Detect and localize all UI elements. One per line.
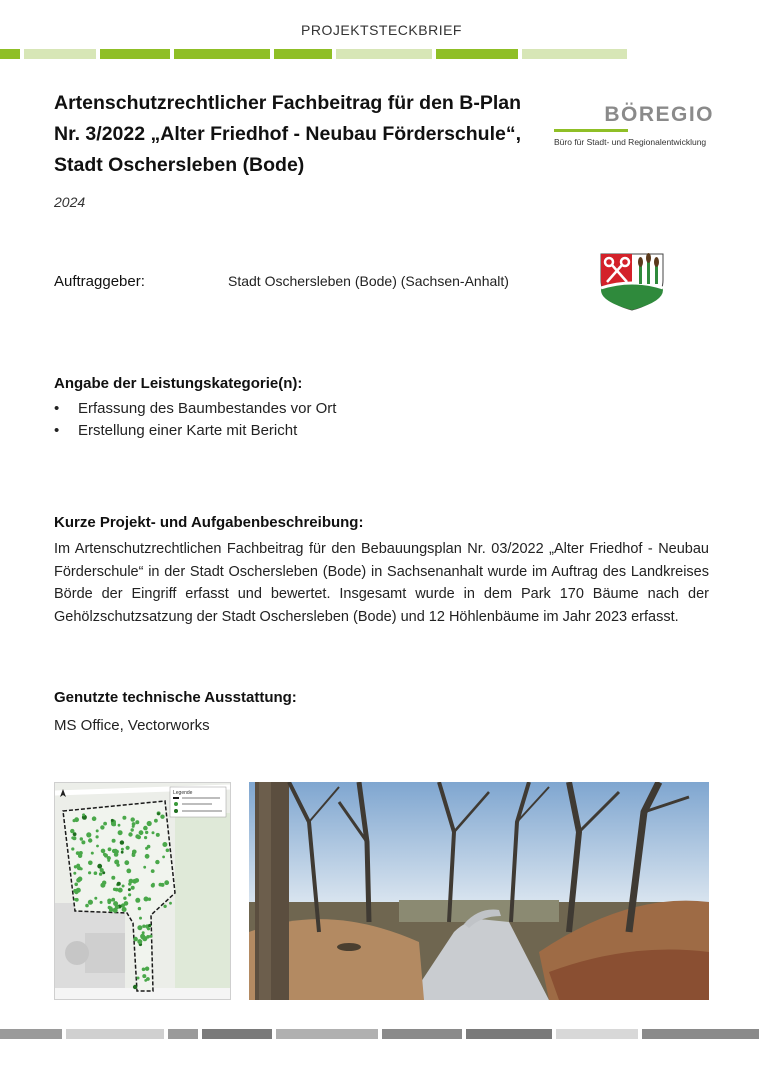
tree-marker bbox=[144, 897, 149, 902]
tree-marker bbox=[132, 825, 135, 828]
project-title-line: Stadt Oschersleben (Bode) bbox=[54, 154, 305, 176]
color-bar-segment bbox=[382, 1029, 462, 1039]
tree-marker bbox=[100, 825, 104, 829]
tree-marker bbox=[111, 876, 115, 880]
tree-marker bbox=[81, 840, 85, 844]
tree-marker bbox=[137, 939, 142, 944]
tree-marker bbox=[128, 893, 131, 896]
color-bar-segment bbox=[436, 49, 518, 59]
logo-accent-line bbox=[554, 129, 628, 132]
tree-marker bbox=[133, 937, 138, 942]
tree-marker bbox=[162, 856, 165, 859]
tree-marker bbox=[131, 817, 135, 821]
color-bar-segment bbox=[100, 49, 170, 59]
bullet-icon: • bbox=[54, 400, 60, 417]
tree-marker bbox=[137, 977, 140, 980]
tree-marker bbox=[131, 828, 134, 831]
tree-marker bbox=[157, 812, 160, 815]
tree-marker bbox=[163, 905, 166, 908]
tree-marker bbox=[92, 816, 97, 821]
tree-marker bbox=[121, 848, 124, 851]
top-color-bars bbox=[0, 49, 763, 59]
tree-marker bbox=[136, 820, 139, 823]
tree-marker bbox=[131, 886, 135, 890]
tree-marker bbox=[132, 879, 137, 884]
description-heading: Kurze Projekt- und Aufgabenbeschreibung: bbox=[54, 514, 364, 531]
tree-marker bbox=[73, 872, 76, 875]
color-bar-segment bbox=[174, 49, 270, 59]
coat-of-arms-image bbox=[597, 250, 667, 312]
tree-marker bbox=[102, 881, 106, 885]
tree-marker bbox=[117, 882, 121, 886]
tree-marker bbox=[155, 860, 159, 864]
categories-heading: Angabe der Leistungskategorie(n): bbox=[54, 375, 303, 392]
tree-marker bbox=[139, 830, 144, 835]
tree-marker bbox=[80, 837, 83, 840]
tree-marker bbox=[88, 900, 93, 905]
park-photo-image bbox=[249, 782, 709, 1000]
tree-marker bbox=[152, 831, 155, 834]
tree-marker bbox=[123, 897, 126, 900]
tree-marker bbox=[139, 917, 142, 920]
color-bar-segment bbox=[202, 1029, 272, 1039]
tree-marker bbox=[144, 979, 147, 982]
tree-marker bbox=[142, 925, 145, 928]
tree-marker bbox=[91, 852, 94, 855]
tree-marker bbox=[88, 838, 92, 842]
color-bar-segment bbox=[336, 49, 432, 59]
tree-marker bbox=[122, 907, 127, 912]
site-map-image bbox=[54, 782, 231, 1000]
tree-marker bbox=[154, 819, 158, 823]
color-bar-segment bbox=[466, 1029, 552, 1039]
tree-marker bbox=[100, 868, 104, 872]
tree-marker bbox=[114, 860, 119, 865]
client-label: Auftraggeber: bbox=[54, 273, 145, 290]
tree-marker bbox=[96, 829, 99, 832]
list-item-text: Erstellung einer Karte mit Bericht bbox=[78, 422, 298, 439]
tree-marker bbox=[160, 815, 164, 819]
tree-marker bbox=[118, 888, 123, 893]
color-bar-segment bbox=[556, 1029, 638, 1039]
tree-marker bbox=[88, 871, 91, 874]
tree-marker bbox=[143, 866, 146, 869]
tree-marker bbox=[74, 817, 79, 822]
tree-marker bbox=[115, 905, 119, 909]
technical-text: MS Office, Vectorworks bbox=[54, 717, 210, 734]
tree-marker bbox=[99, 872, 102, 875]
tree-marker bbox=[162, 842, 167, 847]
document-type-label: PROJEKTSTECKBRIEF bbox=[301, 22, 462, 38]
tree-marker bbox=[128, 832, 132, 836]
tree-marker bbox=[104, 853, 108, 857]
tree-marker bbox=[94, 871, 98, 875]
tree-marker bbox=[74, 883, 78, 887]
list-item bbox=[54, 420, 336, 442]
company-logo bbox=[554, 104, 714, 147]
tree-marker bbox=[128, 888, 131, 891]
project-year: 2024 bbox=[54, 194, 86, 210]
tree-marker bbox=[142, 968, 146, 972]
logo-subtitle: Büro für Stadt- und Regionalentwicklung bbox=[554, 137, 707, 147]
color-bar-segment bbox=[274, 49, 332, 59]
color-bar-segment bbox=[0, 1029, 62, 1039]
color-bar-segment bbox=[276, 1029, 378, 1039]
tree-marker bbox=[147, 821, 152, 826]
client-value: Stadt Oschersleben (Bode) (Sachsen-Anhalt) bbox=[228, 273, 509, 289]
tree-marker bbox=[120, 840, 124, 844]
tree-marker bbox=[70, 829, 74, 833]
categories-list bbox=[54, 398, 336, 442]
tree-marker bbox=[124, 901, 129, 906]
tree-marker bbox=[115, 888, 119, 892]
tree-marker bbox=[73, 889, 77, 893]
tree-marker bbox=[86, 832, 91, 837]
tree-marker bbox=[137, 925, 142, 930]
list-item bbox=[54, 398, 336, 420]
tree-marker bbox=[121, 851, 124, 854]
tree-marker bbox=[142, 974, 146, 978]
tree-marker bbox=[122, 885, 125, 888]
tree-marker bbox=[156, 833, 160, 837]
tree-marker bbox=[164, 880, 169, 885]
tree-marker bbox=[74, 898, 77, 901]
map-legend-title: Legende bbox=[173, 790, 193, 796]
tree-marker bbox=[151, 869, 155, 873]
logo-wordmark: BÖREGIO bbox=[604, 103, 714, 126]
tree-marker bbox=[169, 902, 172, 905]
tree-marker bbox=[118, 824, 121, 827]
tree-marker bbox=[78, 877, 83, 882]
tree-marker bbox=[108, 906, 112, 910]
project-title-line: Artenschutzrechtlicher Fachbeitrag für den B-Plan bbox=[54, 92, 522, 114]
description-text: Im Artenschutzrechtlichen Fachbeitrag für den Bebauungsplan Nr. 03/2022 „Alter Friedhof - Neubau Förderschule“ in der Stadt Oschersleben (Bode) in Sachsenanhalt wurde im Auftrag des Landkreises Börde der Eingriff erfasst und bewertet. Insgesamt wurde in dem Park 170 Bäume nach der Gehölzschutzsatzung der Stadt Oschersleben (Bode) und 12 Höhlenbäume im Jahr 2023 erfasst. bbox=[54, 541, 709, 625]
color-bar-segment bbox=[168, 1029, 198, 1039]
tree-marker bbox=[118, 830, 123, 835]
tree-marker bbox=[101, 849, 106, 854]
tree-marker bbox=[96, 835, 99, 838]
list-item-text: Erfassung des Baumbestandes vor Ort bbox=[78, 400, 337, 417]
project-title-line: Nr. 3/2022 „Alter Friedhof - Neubau Förderschule“, bbox=[54, 123, 522, 145]
tree-marker bbox=[88, 861, 93, 866]
bottom-color-bars bbox=[0, 1029, 763, 1039]
tree-marker bbox=[100, 901, 103, 904]
tree-marker bbox=[146, 935, 150, 939]
tree-marker bbox=[144, 836, 147, 839]
tree-marker bbox=[111, 819, 114, 822]
tree-marker bbox=[85, 904, 89, 908]
tree-marker bbox=[166, 849, 170, 853]
tree-marker bbox=[112, 839, 116, 843]
tree-marker bbox=[145, 854, 150, 859]
tree-marker bbox=[79, 851, 83, 855]
tree-marker bbox=[132, 850, 137, 855]
tree-marker bbox=[96, 845, 99, 848]
tree-marker bbox=[82, 813, 85, 816]
tree-marker bbox=[126, 869, 131, 874]
technical-heading: Genutzte technische Ausstattung: bbox=[54, 689, 297, 706]
tree-marker bbox=[108, 847, 112, 851]
color-bar-segment bbox=[24, 49, 96, 59]
color-bar-segment bbox=[0, 49, 20, 59]
tree-marker bbox=[145, 967, 149, 971]
tree-marker bbox=[111, 898, 115, 902]
tree-marker bbox=[143, 826, 148, 831]
tree-marker bbox=[94, 897, 97, 900]
tree-marker bbox=[114, 852, 119, 857]
tree-marker bbox=[112, 908, 115, 911]
project-title bbox=[54, 88, 544, 181]
tree-marker bbox=[135, 898, 140, 903]
tree-marker bbox=[74, 865, 77, 868]
tree-marker bbox=[159, 883, 163, 887]
bullet-icon: • bbox=[54, 422, 60, 439]
tree-marker bbox=[124, 860, 129, 865]
tree-marker bbox=[138, 907, 141, 910]
tree-marker bbox=[111, 821, 116, 826]
color-bar-segment bbox=[66, 1029, 164, 1039]
tree-marker bbox=[71, 847, 74, 850]
tree-marker bbox=[122, 816, 126, 820]
tree-marker bbox=[145, 831, 148, 834]
tree-marker bbox=[107, 899, 111, 903]
tree-marker bbox=[114, 849, 117, 852]
tree-marker bbox=[97, 864, 102, 869]
tree-marker bbox=[145, 847, 148, 850]
color-bar-segment bbox=[522, 49, 627, 59]
tree-marker bbox=[151, 883, 155, 887]
tree-marker bbox=[103, 822, 107, 826]
tree-marker bbox=[71, 836, 74, 839]
tree-marker bbox=[135, 834, 139, 838]
color-bar-segment bbox=[642, 1029, 759, 1039]
tree-marker bbox=[126, 846, 130, 850]
tree-marker bbox=[142, 931, 145, 934]
tree-marker bbox=[148, 924, 151, 927]
tree-marker bbox=[133, 985, 137, 989]
